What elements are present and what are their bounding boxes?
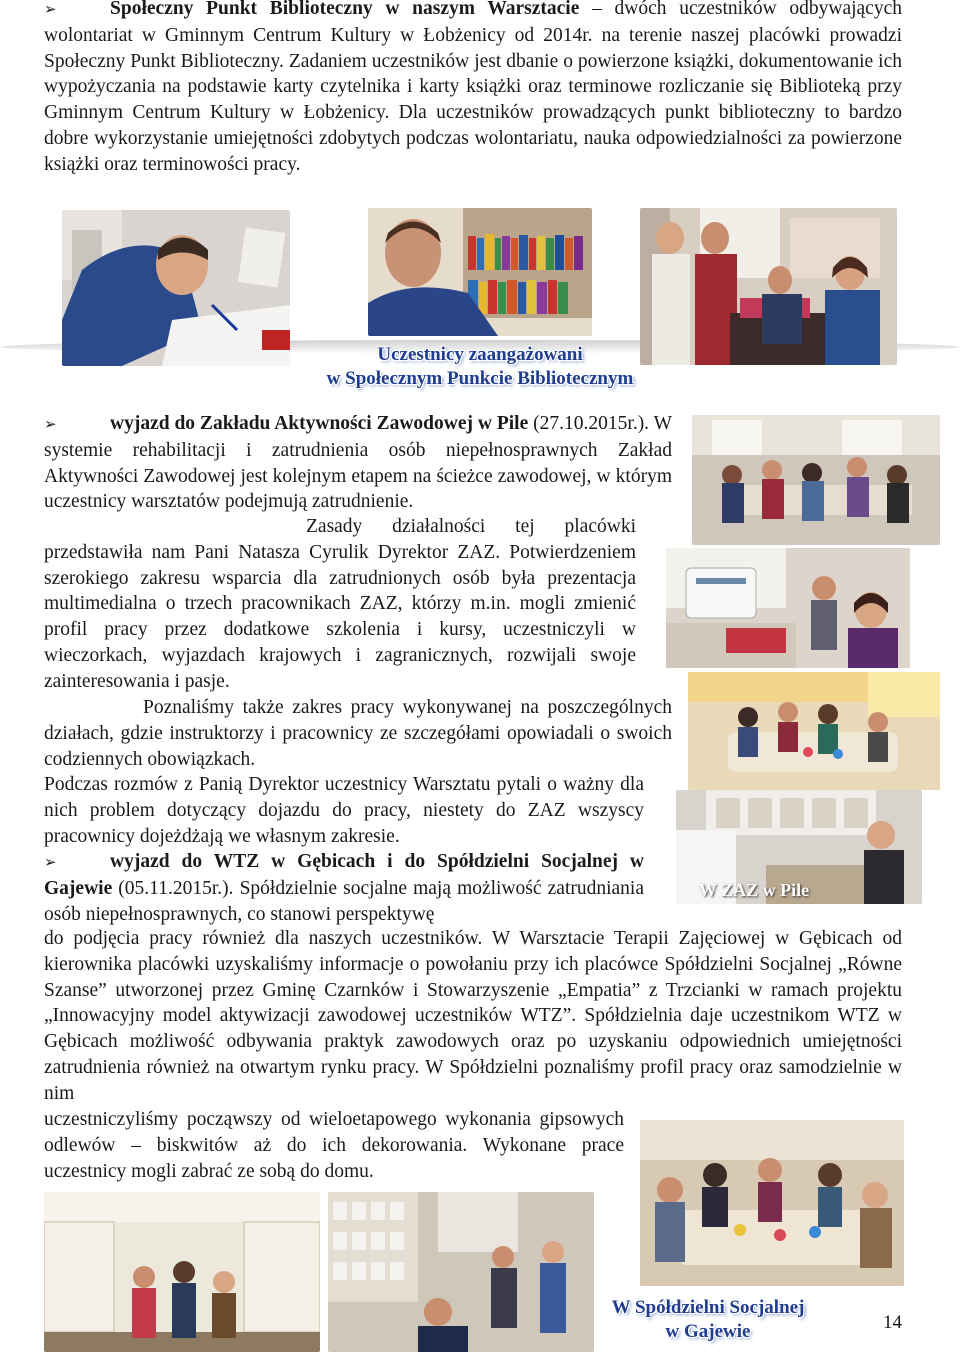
- caption-library: [300, 343, 660, 391]
- wtz-gypsum: uczestniczyliśmy począwszy od wieloetapowego wykonania gipsowych odlewów – biskwitów aż do ich dekorowania. Wykonane prace uczestnicy mogli zabrać ze sobą do domu.: [44, 1109, 624, 1182]
- photo-man-writing: [62, 210, 290, 366]
- library-title: Społeczny Punkt Biblioteczny w naszym Warsztacie: [110, 0, 580, 19]
- section-library-text: [44, 0, 902, 178]
- zaz-heading-block: [44, 411, 672, 515]
- photo-group-library: [640, 208, 897, 365]
- photo-gajewo-corridor: [44, 1192, 320, 1352]
- zaz-commute: Podczas rozmów z Panią Dyrektor uczestnicy Warsztatu pytali o ważny dla nich problem dotyczący dojazdu do pracy, niestety do ZAZ wszyscy pracownicy dojeżdżają we własnym zakresie.: [44, 774, 644, 847]
- wtz-title: wyjazd do WTZ w Gębicach i do Spółdzielni Socjalnej w Gajewie: [44, 851, 644, 899]
- photo-gajewo-molds: [328, 1192, 594, 1352]
- caption-gajewo: [598, 1296, 818, 1344]
- wtz-body-c: [44, 1107, 624, 1184]
- wtz-body-b: [44, 926, 902, 1107]
- zaz-body-c: [44, 514, 636, 695]
- caption-gajewo-line1: W Spółdzielni Socjalnej: [611, 1297, 805, 1318]
- zaz-director: Zasady działalności tej placówki przedstawiła nam Pani Natasza Cyrulik Dyrektor ZAZ. Potwierdzeniem szerokiego zakresu wsparcia dla zatrudnionych osób była prezentacja multimedialna o trzech pracownikach ZAZ, którzy m.in. mogli zmienić profil pracy przez dodatkowe szkolenia i kursy, uczestniczyli w wieczorkach, wyjazdach krajowych i zagranicznych, rozwijali swoje zainteresowania i pasje.: [44, 516, 636, 692]
- zaz-intro: (27.10.2015r.). W systemie rehabilitacji i zatrudnienia osób niepełnosprawnych Zakład Aktywności Zawodowej jest kolejnym etapem na ścieżce zawodowej, w którym uczestnicy warsztatów podejmują zatrudnienie.: [44, 413, 672, 513]
- arrow-bullet-icon: ➢: [44, 415, 57, 433]
- caption-gajewo-line2: w Gajewie: [665, 1321, 751, 1342]
- arrow-bullet-icon: ➢: [44, 853, 57, 871]
- caption-library-line2: w Społecznym Punkcie Bibliotecznym: [326, 368, 634, 389]
- library-body: – dwóch uczestników odbywających wolontariat w Gminnym Centrum Kultury w Łobżenicy od 2014r. na terenie naszej placówki prowadzi Społeczny Punkt Biblioteczny. Zadaniem uczestników jest dbanie o powierzone książki, dokumentowanie ich wypożyczania na podstawie karty czytelnika i karty książki oraz terminowe rozliczanie się Biblioteką przy Gminnym Centrum Kultury w Łobżenicy. Dla uczestników prowadzących punkt biblioteczny to bardzo dobre wykorzystanie umiejętności zdobytych podczas wolontariatu, nauka odpowiedzialności za powierzone książki oraz terminowości pracy.: [44, 0, 902, 175]
- caption-zaz: W ZAZ w Pile: [698, 880, 810, 900]
- photo-gajewo-table: [640, 1120, 904, 1286]
- wtz-gebice: do podjęcia pracy również dla naszych uczestników. W Warsztacie Terapii Zajęciowej w Gębicach od kierownika placówki uzyskaliśmy informacje o powołaniu przy ich placówce Spółdzielni Socjalnej „Równe Szanse” utworzonej przez Gminę Czarnków i Stowarzyszenie „Empatia” z Trzcianki w ramach projektu „Innowacyjny model aktywizacji zawodowej uczestników WTZ”. Spółdzielnia daje uczestnikom WTZ w Gębicach możliwość odbywania praktyk zawodowych oraz po uzyskaniu odpowiednich umiejętności zatrudnienia również na otwartym rynku pracy. W Spółdzielni poznaliśmy profil pracy oraz samodzielnie w nim: [44, 928, 902, 1104]
- zaz-body-e: [44, 772, 644, 849]
- page-number: 14: [883, 1312, 902, 1333]
- photo-man-books: [368, 208, 592, 336]
- wtz-intro: Spółdzielnie socjalne mają możliwość zatrudniania osób niepełnosprawnych, co stanowi perspektywę: [44, 877, 644, 925]
- zaz-departments: Poznaliśmy także zakres pracy wykonywanej na poszczególnych działach, gdzie instruktorzy i pracownicy ze szczegółami opowiadali o swoich codziennych obowiązkach.: [44, 697, 672, 770]
- photo-zaz-hall: [692, 415, 940, 545]
- photo-zaz-sewing: [666, 548, 910, 668]
- zaz-title: wyjazd do Zakładu Aktywności Zawodowej w Pile: [110, 413, 529, 434]
- wtz-heading-block: [44, 849, 644, 927]
- wtz-date: (05.11.2015r.).: [112, 877, 240, 899]
- arrow-bullet-icon: ➢: [44, 0, 57, 18]
- photo-zaz-workshop: [688, 672, 940, 790]
- caption-library-line1: Uczestnicy zaangażowani: [377, 344, 583, 365]
- zaz-body-d: [44, 695, 672, 772]
